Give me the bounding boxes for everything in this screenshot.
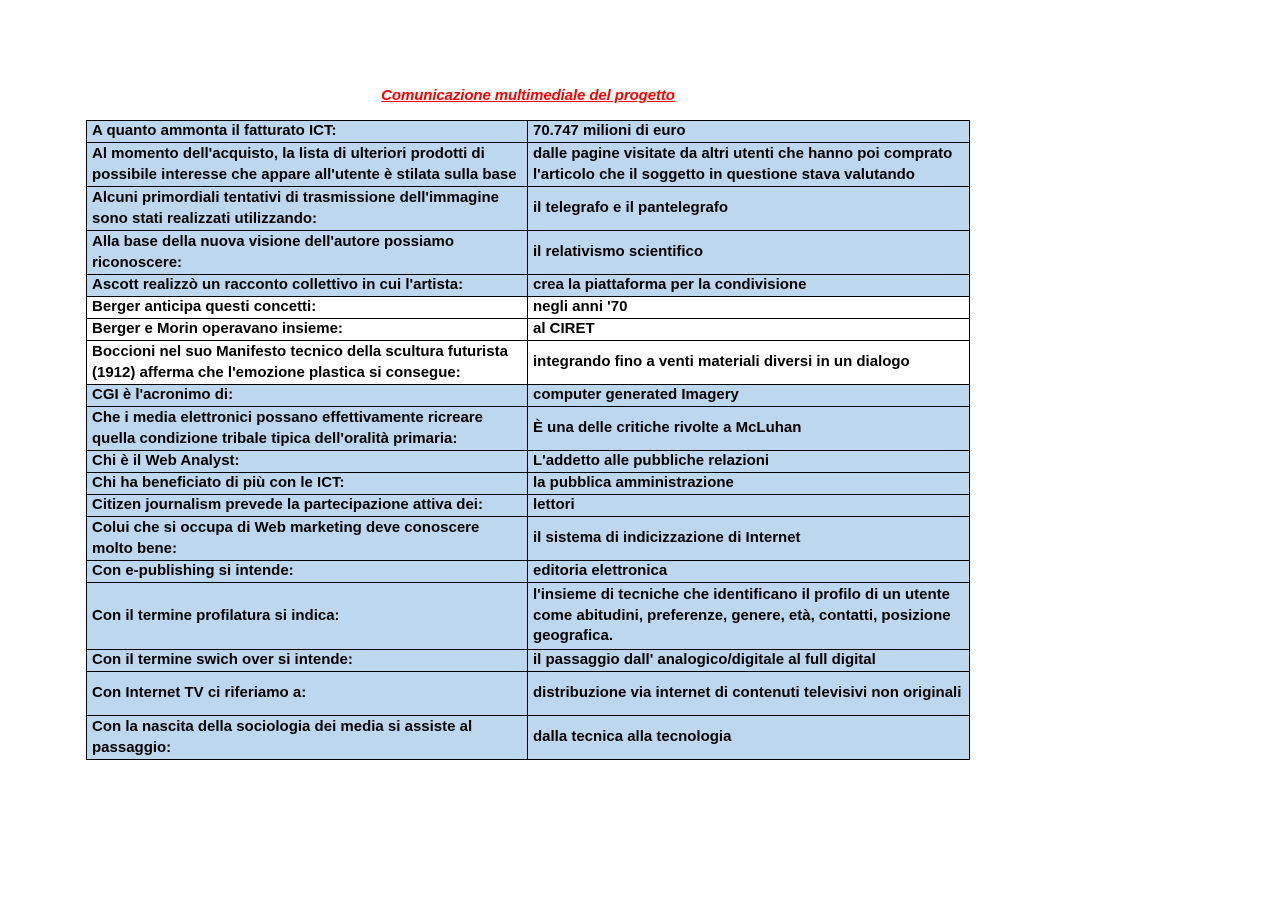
answer-cell: È una delle critiche rivolte a McLuhan xyxy=(528,407,970,451)
answer-cell: crea la piattaforma per la condivisione xyxy=(528,275,970,297)
answer-cell: editoria elettronica xyxy=(528,561,970,583)
answer-cell: l'insieme di tecniche che identificano il profilo di un utente come abitudini, preferenze, genere, età, contatti, posizione geografica. xyxy=(528,583,970,650)
answer-cell: distribuzione via internet di contenuti televisivi non originali xyxy=(528,672,970,716)
question-cell: Alcuni primordiali tentativi di trasmissione dell'immagine sono stati realizzati utilizzando: xyxy=(87,187,528,231)
table-row xyxy=(87,231,970,275)
table-row xyxy=(87,143,970,187)
answer-cell: integrando fino a venti materiali diversi in un dialogo xyxy=(528,341,970,385)
answer-cell: il sistema di indicizzazione di Internet xyxy=(528,517,970,561)
table-row xyxy=(87,561,970,583)
question-cell: Alla base della nuova visione dell'autore possiamo riconoscere: xyxy=(87,231,528,275)
table-row xyxy=(87,275,970,297)
question-cell: Berger anticipa questi concetti: xyxy=(87,297,528,319)
question-cell: Con il termine swich over si intende: xyxy=(87,650,528,672)
answer-cell: computer generated Imagery xyxy=(528,385,970,407)
answer-cell: 70.747 milioni di euro xyxy=(528,121,970,143)
answer-cell: dalla tecnica alla tecnologia xyxy=(528,716,970,760)
answer-cell: dalle pagine visitate da altri utenti che hanno poi comprato l'articolo che il soggetto in questione stava valutando xyxy=(528,143,970,187)
question-cell: Boccioni nel suo Manifesto tecnico della scultura futurista (1912) afferma che l'emozione plastica si consegue: xyxy=(87,341,528,385)
answer-cell: L'addetto alle pubbliche relazioni xyxy=(528,451,970,473)
question-cell: Con la nascita della sociologia dei media si assiste al passaggio: xyxy=(87,716,528,760)
question-cell: Chi ha beneficiato di più con le ICT: xyxy=(87,473,528,495)
table-row xyxy=(87,583,970,650)
table-row xyxy=(87,650,970,672)
question-cell: Ascott realizzò un racconto collettivo in cui l'artista: xyxy=(87,275,528,297)
question-cell: Con il termine profilatura si indica: xyxy=(87,583,528,650)
question-cell: CGI è l'acronimo di: xyxy=(87,385,528,407)
answer-cell: il relativismo scientifico xyxy=(528,231,970,275)
table-row xyxy=(87,672,970,716)
table-row xyxy=(87,451,970,473)
table-row xyxy=(87,187,970,231)
table-row xyxy=(87,517,970,561)
table-row xyxy=(87,121,970,143)
table-row xyxy=(87,407,970,451)
answer-cell: negli anni '70 xyxy=(528,297,970,319)
question-cell: Berger e Morin operavano insieme: xyxy=(87,319,528,341)
question-cell: A quanto ammonta il fatturato ICT: xyxy=(87,121,528,143)
question-cell: Con e-publishing si intende: xyxy=(87,561,528,583)
table-row xyxy=(87,341,970,385)
answer-cell: lettori xyxy=(528,495,970,517)
question-cell: Con Internet TV ci riferiamo a: xyxy=(87,672,528,716)
question-cell: Che i media elettronici possano effettivamente ricreare quella condizione tribale tipica dell'oralità primaria: xyxy=(87,407,528,451)
question-cell: Al momento dell'acquisto, la lista di ulteriori prodotti di possibile interesse che appare all'utente è stilata sulla base xyxy=(87,143,528,187)
question-cell: Citizen journalism prevede la partecipazione attiva dei: xyxy=(87,495,528,517)
answer-cell: al CIRET xyxy=(528,319,970,341)
answer-cell: la pubblica amministrazione xyxy=(528,473,970,495)
qa-table xyxy=(86,120,970,760)
question-cell: Colui che si occupa di Web marketing deve conoscere molto bene: xyxy=(87,517,528,561)
document-title: Comunicazione multimediale del progetto xyxy=(381,87,675,104)
table-row xyxy=(87,319,970,341)
table-row xyxy=(87,385,970,407)
table-row xyxy=(87,297,970,319)
question-cell: Chi è il Web Analyst: xyxy=(87,451,528,473)
table-row xyxy=(87,495,970,517)
answer-cell: il passaggio dall' analogico/digitale al full digital xyxy=(528,650,970,672)
table-row xyxy=(87,473,970,495)
table-row xyxy=(87,716,970,760)
answer-cell: il telegrafo e il pantelegrafo xyxy=(528,187,970,231)
